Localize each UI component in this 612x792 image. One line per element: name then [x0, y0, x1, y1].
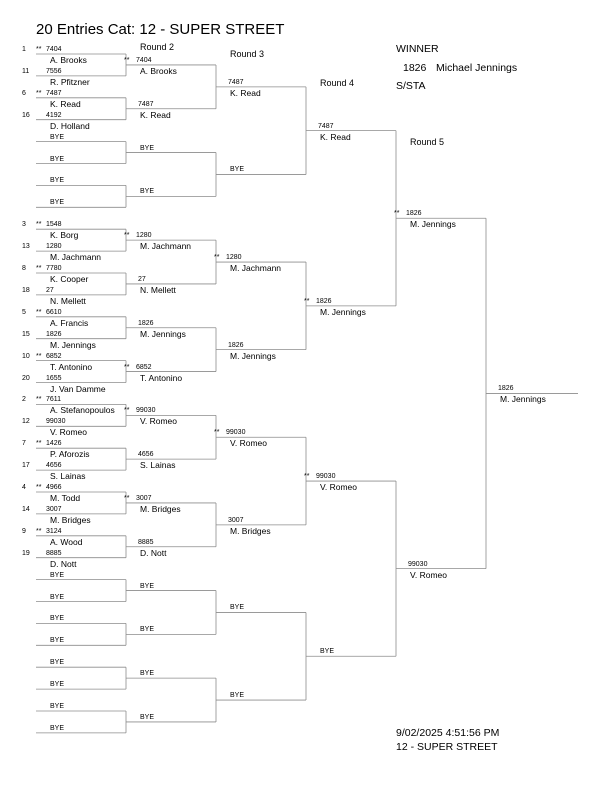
- car-number: 7487: [46, 89, 62, 97]
- star-marker: **: [36, 46, 42, 53]
- footer-timestamp: 9/02/2025 4:51:56 PM: [396, 727, 500, 739]
- bye-label: BYE: [50, 724, 65, 732]
- bye-label: BYE: [230, 604, 245, 612]
- seed-number: 16: [22, 111, 30, 119]
- racer-name: M. Bridges: [230, 525, 271, 536]
- car-number: 8885: [138, 538, 154, 546]
- bye-label: BYE: [230, 166, 245, 174]
- star-marker: **: [36, 265, 42, 272]
- car-number: 1826: [316, 297, 332, 305]
- star-marker: **: [394, 210, 400, 218]
- seed-number: 15: [22, 330, 30, 338]
- seed-number: 20: [22, 374, 30, 382]
- racer-name: M. Jennings: [500, 394, 546, 405]
- car-number: 4192: [46, 111, 62, 119]
- winner-label: WINNER: [396, 43, 439, 55]
- round-2-label: Round 2: [140, 42, 175, 52]
- star-marker: **: [304, 297, 310, 305]
- seed-number: 19: [22, 549, 30, 557]
- bye-label: BYE: [140, 188, 155, 196]
- star-marker: **: [124, 232, 130, 240]
- car-number: 4966: [46, 484, 62, 491]
- star-marker: **: [124, 363, 130, 371]
- seed-number: 18: [22, 286, 30, 294]
- car-number: 7556: [46, 67, 62, 75]
- racer-name: M. Bridges: [140, 503, 181, 514]
- racer-name: T. Antonino: [140, 372, 183, 383]
- car-number: 27: [46, 286, 54, 294]
- racer-name: V. Romeo: [320, 482, 358, 493]
- car-number: 3007: [46, 505, 62, 513]
- winner-name: Michael Jennings: [436, 62, 518, 74]
- footer-category: 12 - SUPER STREET: [396, 741, 498, 753]
- star-marker: **: [36, 440, 42, 448]
- seed-number: 8: [22, 265, 26, 272]
- car-number: 4656: [138, 451, 154, 459]
- racer-name: N. Mellett: [50, 295, 86, 306]
- car-number: 27: [138, 275, 146, 283]
- bye-label: BYE: [50, 155, 65, 163]
- bye-label: BYE: [140, 713, 155, 721]
- star-marker: **: [36, 484, 42, 491]
- star-marker: **: [214, 254, 220, 262]
- bye-label: BYE: [50, 593, 65, 601]
- seed-number: 9: [22, 527, 26, 535]
- car-number: 7487: [228, 78, 244, 86]
- star-marker: **: [36, 308, 42, 316]
- racer-name: K. Read: [320, 131, 351, 142]
- seed-number: 10: [22, 352, 30, 360]
- bye-label: BYE: [320, 648, 335, 656]
- bye-label: BYE: [50, 659, 65, 667]
- car-number: 6610: [46, 308, 62, 316]
- car-number: 3007: [136, 494, 152, 502]
- racer-name: K. Read: [230, 87, 261, 98]
- bye-label: BYE: [140, 626, 155, 634]
- bye-label: BYE: [140, 582, 155, 590]
- racer-name: J. Van Damme: [50, 383, 106, 394]
- car-number: 1426: [46, 440, 62, 448]
- car-number: 1826: [406, 210, 422, 218]
- star-marker: **: [36, 352, 42, 360]
- racer-name: A. Francis: [50, 317, 89, 328]
- car-number: 7404: [46, 46, 62, 53]
- car-number: 99030: [46, 418, 66, 426]
- car-number: 99030: [226, 429, 246, 437]
- bye-label: BYE: [140, 144, 155, 152]
- star-marker: **: [304, 473, 310, 481]
- seed-number: 7: [22, 440, 26, 448]
- racer-name: K. Cooper: [50, 274, 89, 284]
- racer-name: A. Wood: [50, 536, 83, 547]
- racer-name: M. Jennings: [140, 328, 186, 339]
- seed-number: 2: [22, 396, 26, 404]
- seed-number: 4: [22, 484, 26, 491]
- racer-name: V. Romeo: [140, 416, 178, 427]
- winner-class: S/STA: [396, 80, 426, 92]
- seed-number: 1: [22, 46, 26, 53]
- car-number: 1826: [138, 319, 154, 327]
- racer-name: V. Romeo: [230, 438, 268, 449]
- car-number: 4656: [46, 462, 62, 470]
- car-number: 3007: [228, 516, 244, 524]
- racer-name: P. Aforozis: [50, 449, 90, 460]
- winner-car: 1826: [403, 62, 427, 74]
- bye-label: BYE: [50, 681, 65, 689]
- racer-name: K. Borg: [50, 230, 79, 241]
- car-number: 1826: [228, 341, 244, 349]
- bye-label: BYE: [50, 637, 65, 645]
- page-title: 20 Entries Cat: 12 - SUPER STREET: [36, 21, 285, 38]
- star-marker: **: [36, 221, 42, 229]
- car-number: 7611: [46, 396, 62, 404]
- bye-label: BYE: [50, 615, 65, 623]
- racer-name: M. Jennings: [320, 306, 366, 317]
- racer-name: D. Nott: [140, 547, 167, 558]
- car-number: 1655: [46, 374, 62, 382]
- seed-number: 5: [22, 308, 26, 316]
- car-number: 7487: [318, 122, 334, 130]
- racer-name: N. Mellett: [140, 284, 176, 295]
- racer-name: M. Jachmann: [140, 241, 192, 252]
- star-marker: **: [124, 407, 130, 415]
- racer-name: A. Stefanopoulos: [50, 405, 115, 416]
- car-number: 1280: [46, 243, 62, 251]
- car-number: 1826: [498, 385, 514, 393]
- racer-name: V. Romeo: [410, 569, 448, 580]
- car-number: 1548: [46, 221, 62, 229]
- racer-name: R. Pfitzner: [50, 76, 90, 87]
- racer-name: D. Nott: [50, 558, 77, 569]
- car-number: 7487: [138, 100, 154, 108]
- bye-label: BYE: [140, 670, 155, 678]
- seed-number: 3: [22, 221, 26, 229]
- car-number: 99030: [316, 473, 336, 481]
- round-3-label: Round 3: [230, 49, 265, 59]
- star-marker: **: [36, 527, 42, 535]
- car-number: 7404: [136, 56, 152, 64]
- racer-name: K. Read: [50, 98, 81, 109]
- bye-label: BYE: [50, 571, 65, 579]
- racer-name: M. Jachmann: [50, 252, 102, 263]
- star-marker: **: [36, 396, 42, 404]
- seed-number: 6: [22, 89, 26, 97]
- car-number: 3124: [46, 527, 62, 535]
- car-number: 1280: [226, 254, 242, 262]
- racer-name: S. Lainas: [140, 460, 176, 471]
- racer-name: S. Lainas: [50, 471, 86, 482]
- car-number: 8885: [46, 549, 62, 557]
- car-number: 6852: [46, 352, 62, 360]
- racer-name: M. Jennings: [410, 219, 456, 230]
- seed-number: 12: [22, 418, 30, 426]
- racer-name: M. Todd: [50, 493, 81, 503]
- bye-label: BYE: [50, 177, 65, 185]
- star-marker: **: [124, 56, 130, 64]
- bye-label: BYE: [50, 133, 65, 141]
- racer-name: T. Antonino: [50, 361, 93, 372]
- car-number: 7780: [46, 265, 62, 272]
- seed-number: 11: [22, 67, 30, 75]
- car-number: 99030: [136, 407, 156, 415]
- seed-number: 14: [22, 505, 30, 513]
- star-marker: **: [124, 494, 130, 502]
- star-marker: **: [36, 89, 42, 97]
- star-marker: **: [214, 429, 220, 437]
- racer-name: M. Jachmann: [230, 263, 282, 274]
- racer-name: A. Brooks: [50, 55, 87, 65]
- bye-label: BYE: [230, 692, 245, 700]
- racer-name: M. Jennings: [230, 350, 276, 361]
- car-number: 6852: [136, 363, 152, 371]
- car-number: 99030: [408, 560, 428, 568]
- racer-name: M. Jennings: [50, 339, 96, 350]
- bye-label: BYE: [50, 703, 65, 710]
- round-4-label: Round 4: [320, 78, 355, 88]
- racer-name: D. Holland: [50, 120, 90, 131]
- racer-name: M. Bridges: [50, 514, 91, 525]
- racer-name: K. Read: [140, 109, 171, 120]
- seed-number: 17: [22, 462, 30, 470]
- seed-number: 13: [22, 243, 30, 251]
- car-number: 1826: [46, 330, 62, 338]
- car-number: 1280: [136, 232, 152, 240]
- round-5-label: Round 5: [410, 137, 445, 147]
- racer-name: V. Romeo: [50, 427, 88, 438]
- racer-name: A. Brooks: [140, 65, 177, 76]
- bye-label: BYE: [50, 199, 65, 207]
